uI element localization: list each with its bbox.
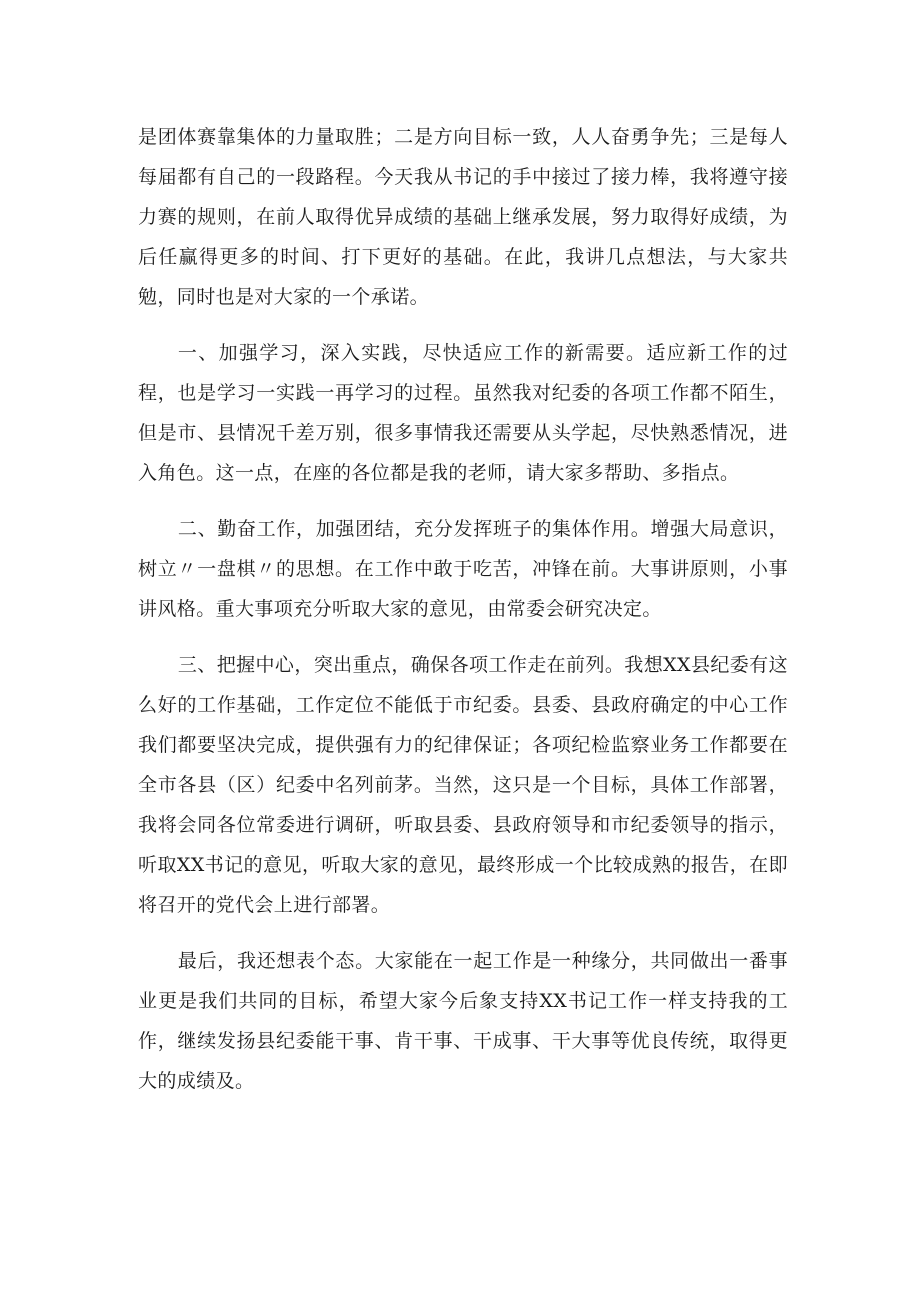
paragraph-continuation: 是团体赛靠集体的力量取胜；二是方向目标一致，人人奋勇争先；三是每人每届都有自己的一段路程。今天我从书记的手中接过了接力棒，我将遵守接力赛的规则，在前人取得优异成绩的基础上继承发展，努力取得好成绩，为后任赢得更多的时间、打下更好的基础。在此，我讲几点想法，与大家共勉，同时也是对大家的一个承诺。 bbox=[138, 126, 788, 308]
paragraph-closing: 最后，我还想表个态。大家能在一起工作是一种缘分，共同做出一番事业更是我们共同的目标，希望大家今后象支持XX书记工作一样支持我的工作，继续发扬县纪委能干事、肯干事、干成事、干大事等优良传统，取得更大的成绩及。 bbox=[138, 950, 788, 1092]
paragraph-point-two: 二、勤奋工作，加强团结，充分发挥班子的集体作用。增强大局意识，树立〃一盘棋〃的思想。在工作中敢于吃苦，冲锋在前。大事讲原则，小事讲风格。重大事项充分听取大家的意见，由常委会研究决定。 bbox=[138, 518, 788, 620]
document-body bbox=[138, 117, 788, 1101]
paragraph-point-three: 三、把握中心，突出重点，确保各项工作走在前列。我想XX县纪委有这么好的工作基础，工作定位不能低于市纪委。县委、县政府确定的中心工作我们都要坚决完成，提供强有力的纪律保证；各项纪检监察业务工作都要在全市各县（区）纪委中名列前茅。当然，这只是一个目标，具体工作部署，我将会同各位常委进行调研，听取县委、县政府领导和市纪委领导的指示，听取XX书记的意见，听取大家的意见，最终形成一个比较成熟的报告，在即将召开的党代会上进行部署。 bbox=[138, 654, 788, 916]
paragraph-point-one: 一、加强学习，深入实践，尽快适应工作的新需要。适应新工作的过程，也是学习一实践一再学习的过程。虽然我对纪委的各项工作都不陌生，但是市、县情况千差万别，很多事情我还需要从头学起，尽快熟悉情况，进入角色。这一点，在座的各位都是我的老师，请大家多帮助、多指点。 bbox=[138, 342, 788, 484]
